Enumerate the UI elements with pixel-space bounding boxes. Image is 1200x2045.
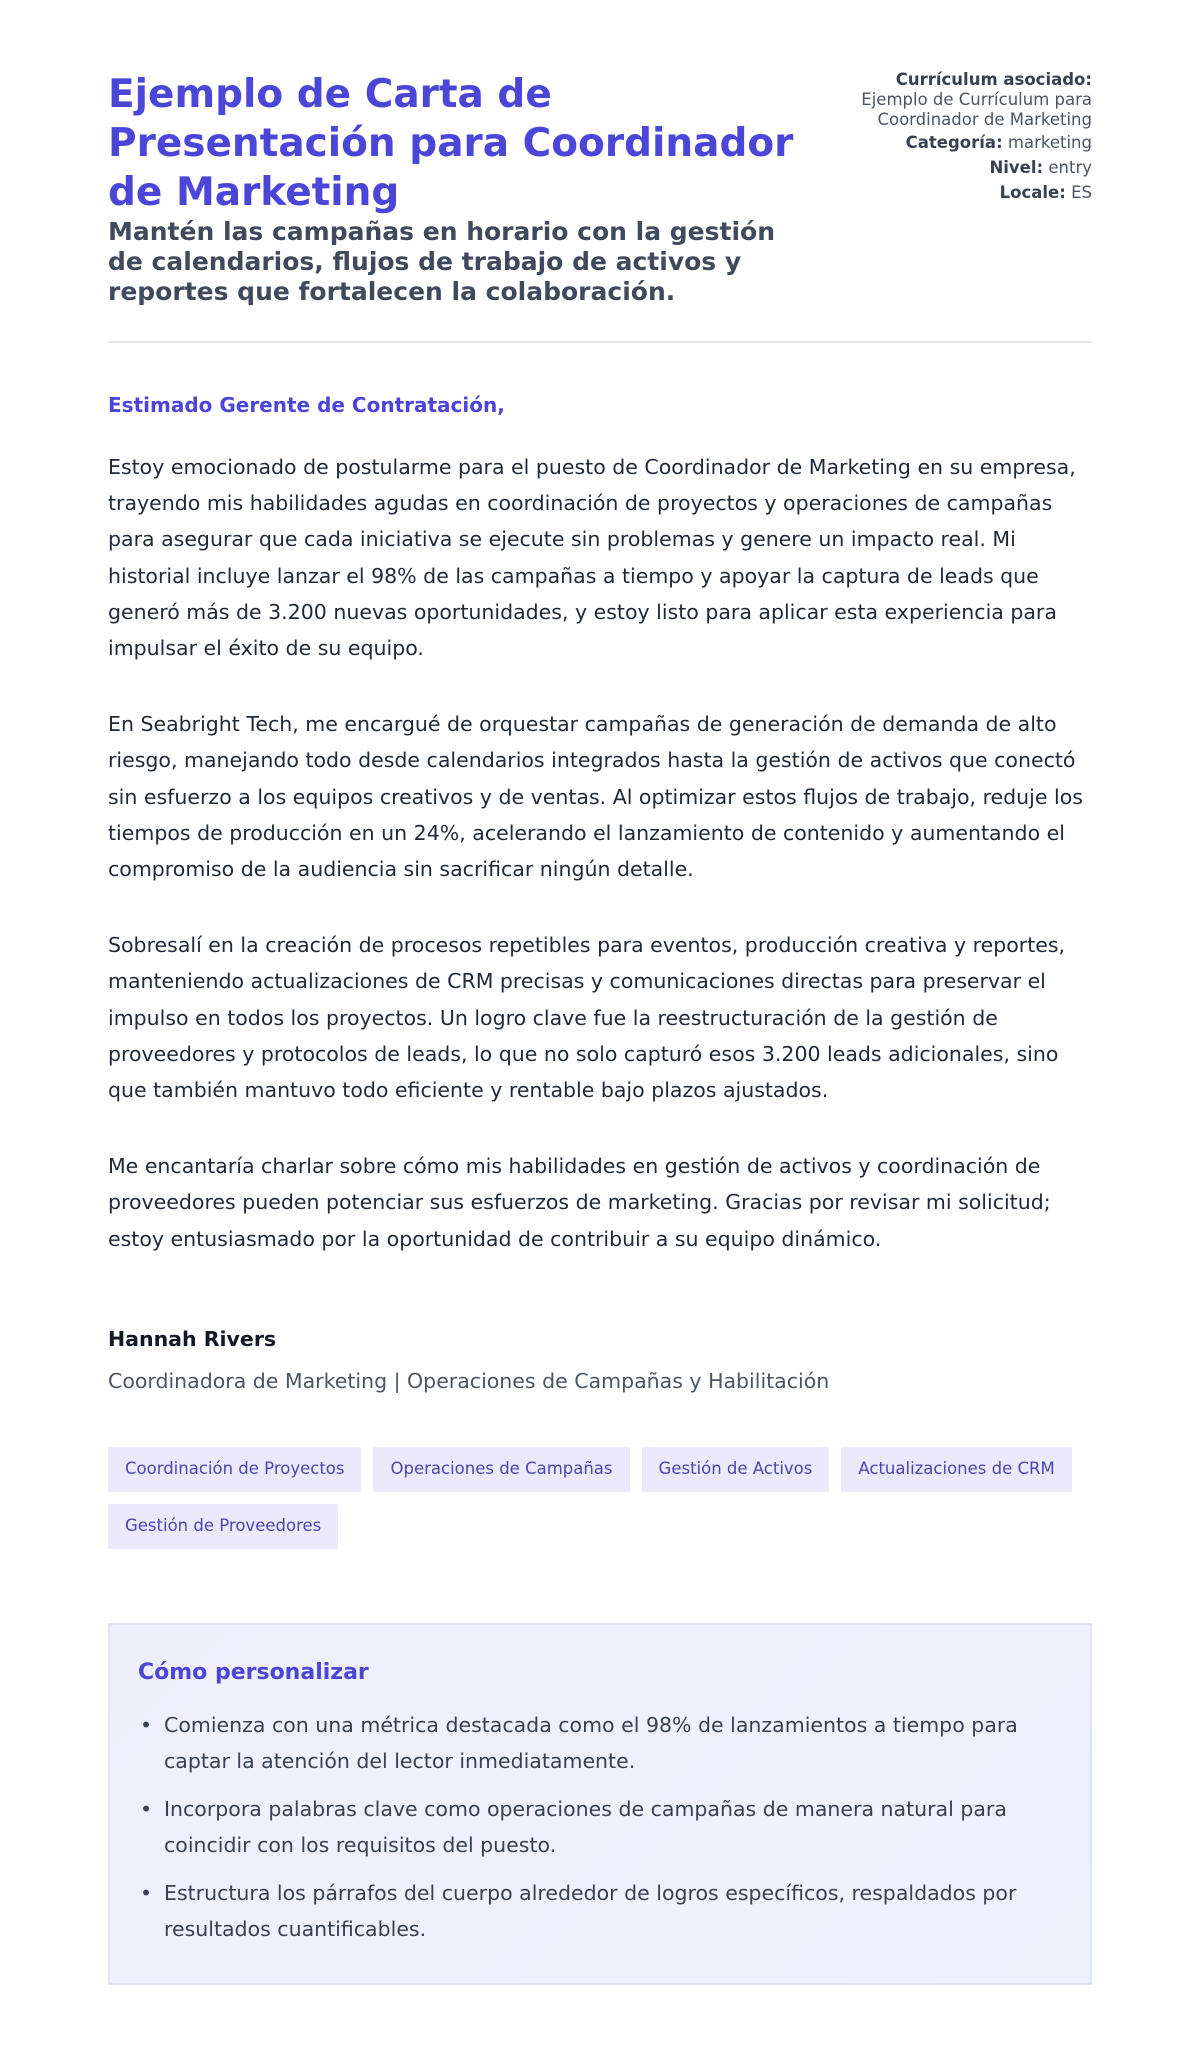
tips-list [138,1707,1062,1947]
customization-tips-box [108,1623,1092,1985]
tip-item [138,1875,1062,1947]
signature-name: Hannah Rivers [108,1326,277,1351]
page-title: Ejemplo de Carta de Presentación para Coordinador de Marketing [108,72,794,215]
bullet-icon: • [140,1880,153,1905]
header-titles [108,70,808,307]
metadata-panel [808,70,1092,208]
tip-text: Comienza con una métrica destacada como el 98% de lanzamientos a tiempo para captar la atención del lector inmediatamente. [164,1712,1018,1773]
tip-item [138,1707,1062,1779]
meta-category-value: marketing [1007,133,1092,152]
letter-paragraph: Me encantaría charlar sobre cómo mis habilidades en gestión de activos y coordinación de proveedores pueden potenciar sus esfuerzos de marketing. Gracias por revisar mi solicitud; estoy entusiasmado por la oportunidad de contribuir a su equipo dinámico. [108,1154,1051,1251]
skill-tag[interactable]: Operaciones de Campañas [373,1447,629,1492]
skill-tag[interactable]: Coordinación de Proyectos [108,1447,361,1492]
tip-text: Estructura los párrafos del cuerpo alrededor de logros específicos, respaldados por resultados cuantificables. [164,1880,1017,1941]
tips-title: Cómo personalizar [138,1659,369,1685]
page-subtitle: Mantén las campañas en horario con la gestión de calendarios, flujos de trabajo de activos y reportes que fortalecen la colaboración. [108,217,776,306]
letter-signature [108,1325,1092,1395]
meta-associated-resume-link[interactable]: Ejemplo de Currículum para Coordinador de Marketing [861,90,1092,129]
meta-level [808,158,1092,178]
skill-tags [108,1447,1098,1549]
meta-locale [808,183,1092,203]
bullet-icon: • [140,1796,153,1821]
letter-salutation: Estimado Gerente de Contratación, [108,393,505,417]
meta-category-label: Categoría: [905,133,1003,152]
tip-item [138,1791,1062,1863]
tip-text: Incorpora palabras clave como operaciones de campañas de manera natural para coincidir con los requisitos del puesto. [164,1796,1007,1857]
meta-associated-resume-label: Currículum asociado: [895,70,1092,89]
skill-tag[interactable]: Gestión de Proveedores [108,1504,338,1549]
meta-level-value: entry [1048,158,1092,177]
letter-body [108,391,1092,1395]
meta-locale-label: Locale: [999,183,1066,202]
bullet-icon: • [140,1712,153,1737]
meta-level-label: Nivel: [989,158,1044,177]
page-header [108,70,1092,343]
letter-paragraph: En Seabright Tech, me encargué de orquestar campañas de generación de demanda de alto riesgo, manejando todo desde calendarios integrados hasta la gestión de activos que conectó sin esfuerzo a los equipos creativos y de ventas. Al optimizar estos flujos de trabajo, reduje los tiempos de producción en un 24%, acelerando el lanzamiento de contenido y aumentando el compromiso de la audiencia sin sacrificar ningún detalle. [108,712,1083,882]
letter-paragraph: Sobresalí en la creación de procesos repetibles para eventos, producción creativa y reportes, manteniendo actualizaciones de CRM precisas y comunicaciones directas para preservar el impulso en todos los proyectos. Un logro clave fue la reestructuración de la gestión de proveedores y protocolos de leads, lo que no solo capturó esos 3.200 leads adicionales, sino que también mantuvo todo eficiente y rentable bajo plazos ajustados. [108,933,1066,1103]
skill-tag[interactable]: Actualizaciones de CRM [841,1447,1071,1492]
meta-locale-value: ES [1071,183,1092,202]
meta-associated-resume [808,70,1092,130]
letter-paragraph: Estoy emocionado de postularme para el puesto de Coordinador de Marketing en su empresa, trayendo mis habilidades agudas en coordinación de proyectos y operaciones de campañas para asegurar que cada iniciativa se ejecute sin problemas y genere un impacto real. Mi historial incluye lanzar el 98% de las campañas a tiempo y apoyar la captura de leads que generó más de 3.200 nuevas oportunidades, y estoy listo para aplicar esta experiencia para impulsar el éxito de su equipo. [108,455,1076,661]
signature-title: Coordinadora de Marketing | Operaciones de Campañas y Habilitación [108,1368,830,1393]
meta-category [808,133,1092,153]
skill-tag[interactable]: Gestión de Activos [642,1447,830,1492]
